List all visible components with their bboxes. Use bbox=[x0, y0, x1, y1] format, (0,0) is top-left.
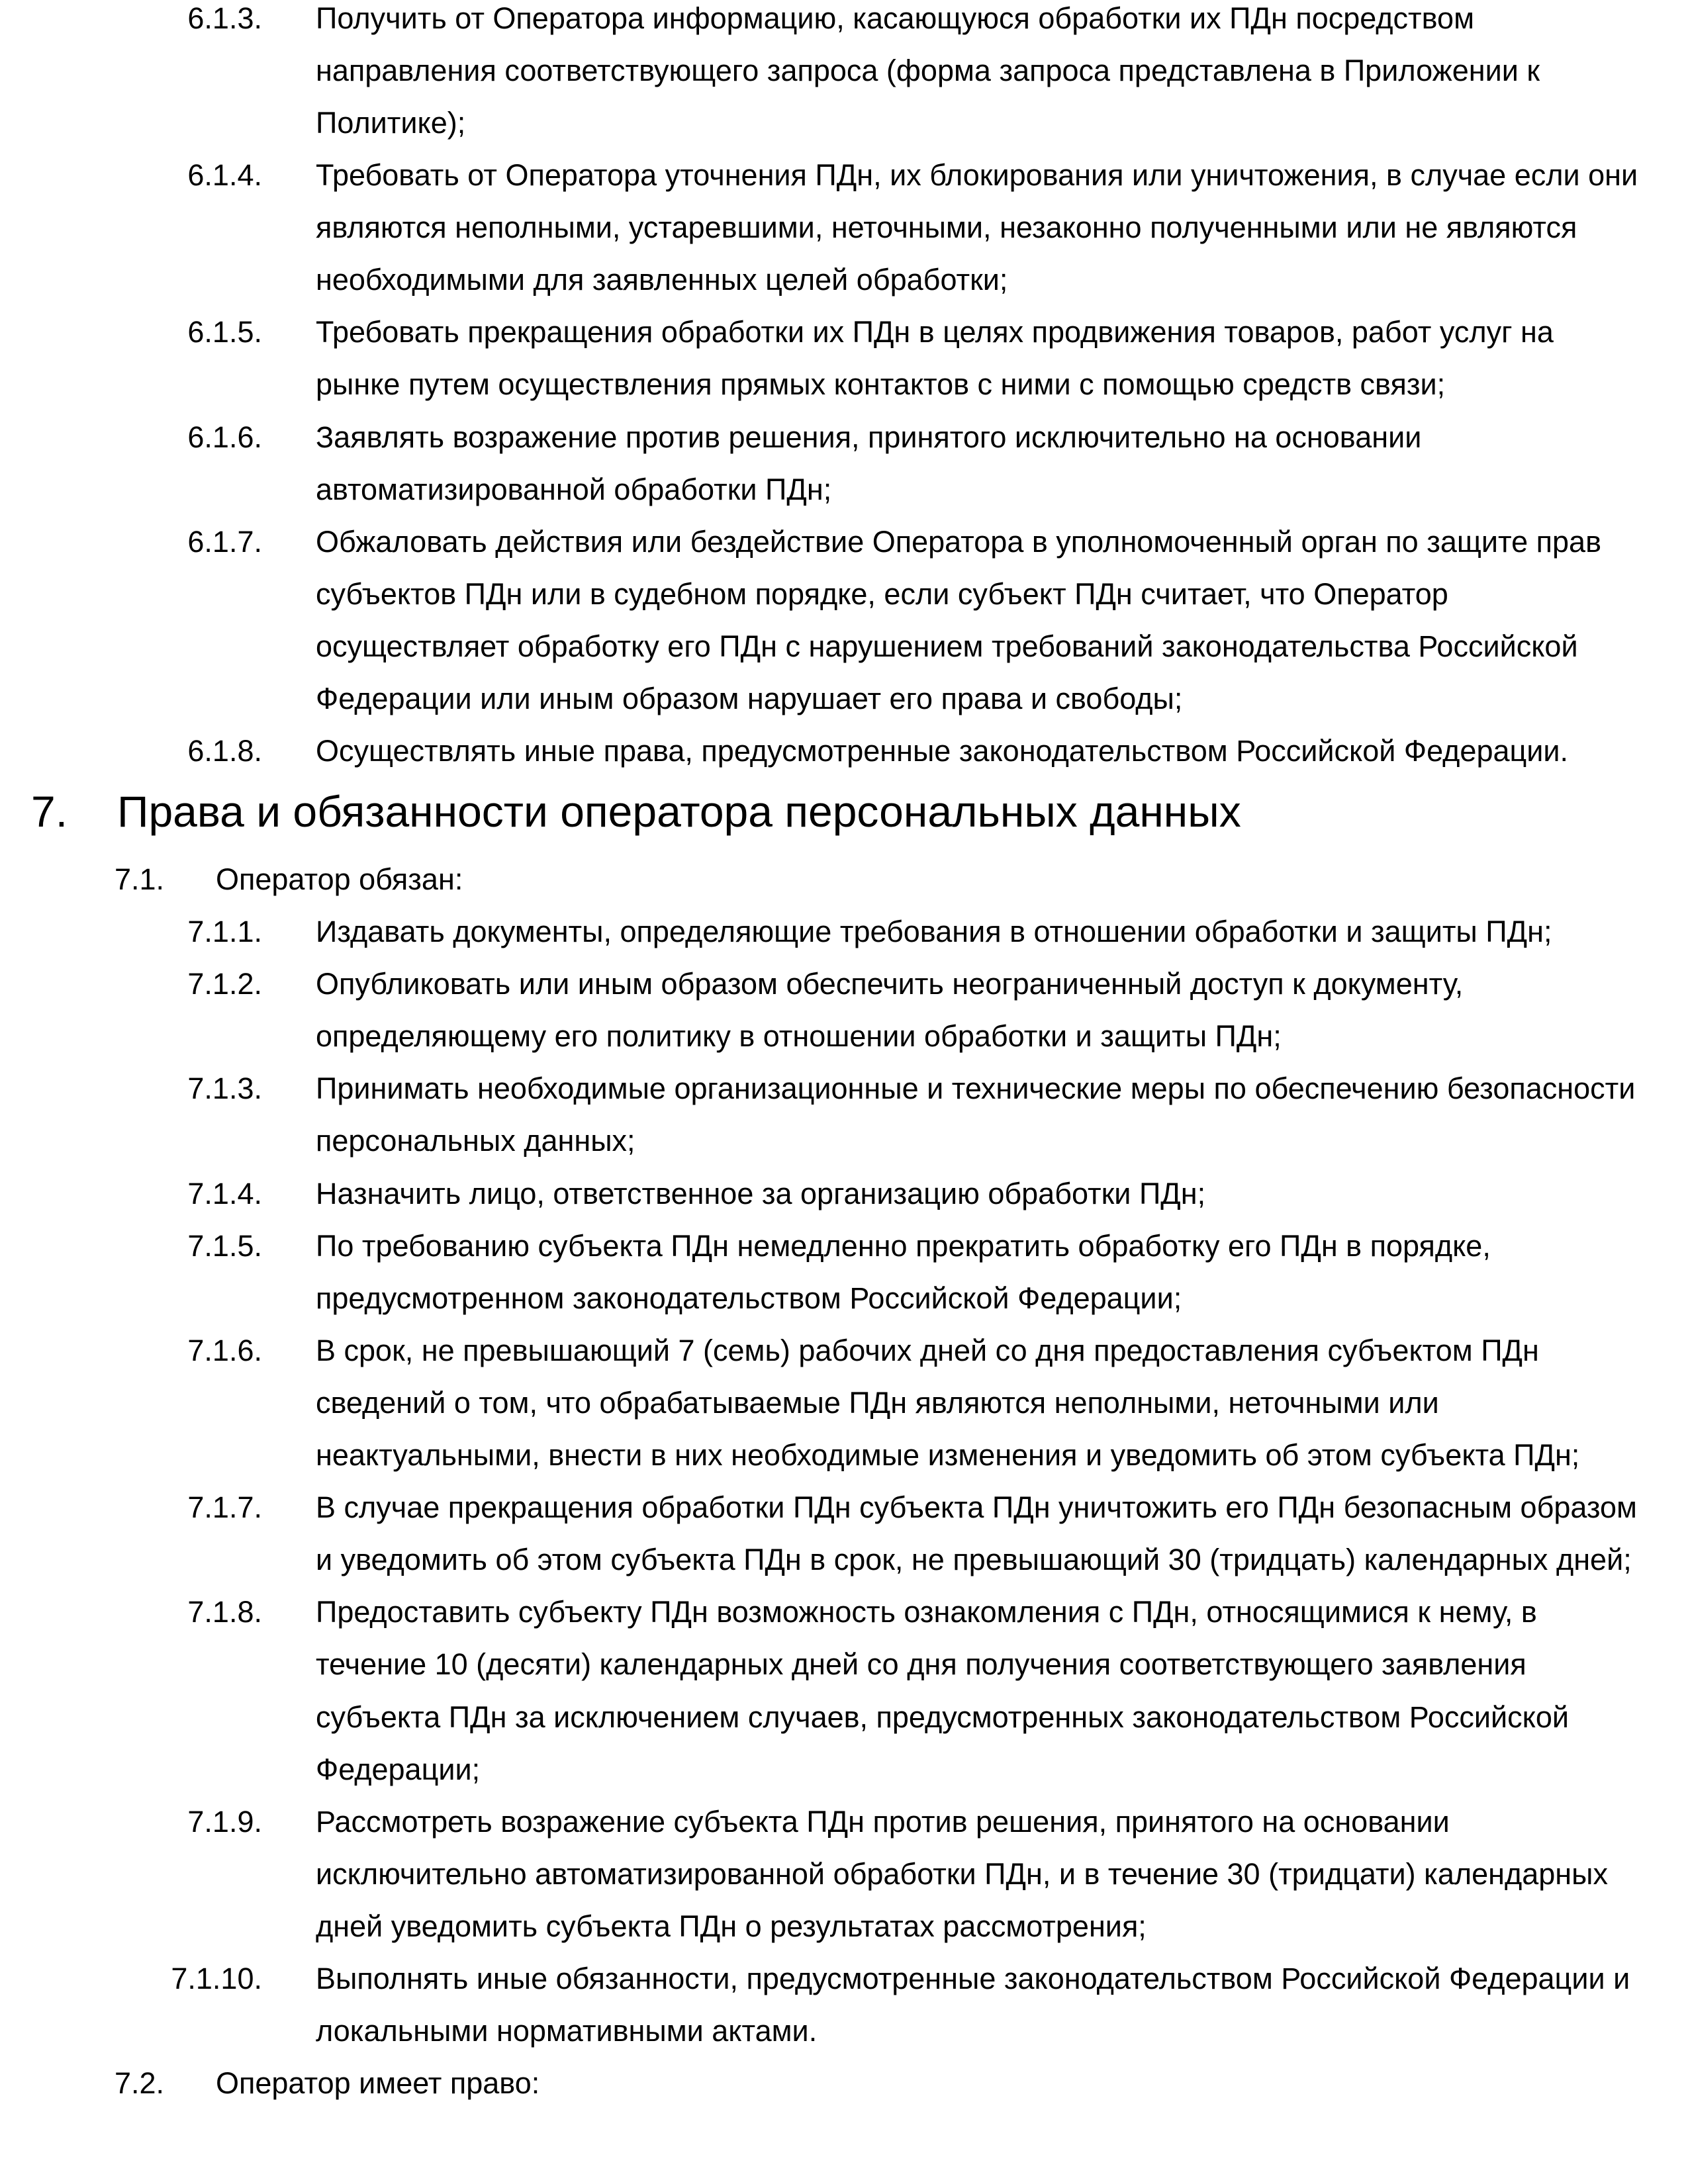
item-number: 6.1.5. bbox=[187, 315, 262, 349]
item-number: 7.1.2. bbox=[187, 967, 262, 1001]
item-text-line: Предоставить субъекту ПДн возможность ознакомления с ПДн, относящимися к нему, в bbox=[316, 1595, 1537, 1629]
section-title: Права и обязанности оператора персональных данных bbox=[117, 787, 1241, 836]
item-text-line: осуществляет обработку его ПДн с нарушением требований законодательства Российской bbox=[316, 629, 1578, 663]
item-text-line: субъекта ПДн за исключением случаев, предусмотренных законодательством Российской bbox=[316, 1700, 1569, 1734]
item-text-line: определяющему его политику в отношении обработки и защиты ПДн; bbox=[316, 1019, 1282, 1054]
subsection-number: 7.1. bbox=[115, 862, 165, 896]
item-text-line: Получить от Оператора информацию, касающуюся обработки их ПДн посредством bbox=[316, 1, 1475, 35]
item-text-line: необходимыми для заявленных целей обработки; bbox=[316, 263, 1008, 297]
item-text-line: направления соответствующего запроса (форма запроса представлена в Приложении к bbox=[316, 54, 1540, 88]
item-number: 7.1.4. bbox=[187, 1176, 262, 1210]
item-number: 7.1.9. bbox=[187, 1804, 262, 1839]
item-text-line: Заявлять возражение против решения, принятого исключительно на основании bbox=[316, 420, 1422, 454]
item-text-line: течение 10 (десяти) календарных дней со дня получения соответствующего заявления bbox=[316, 1647, 1526, 1682]
item-text-line: Рассмотреть возражение субъекта ПДн против решения, принятого на основании bbox=[316, 1804, 1450, 1839]
item-number: 7.1.1. bbox=[187, 915, 262, 948]
item-number: 7.1.7. bbox=[187, 1490, 262, 1525]
item-number: 7.1.10. bbox=[171, 1962, 262, 1995]
item-number: 6.1.3. bbox=[187, 1, 262, 35]
subsection-text: Оператор имеет право: bbox=[216, 2066, 540, 2101]
item-text-line: исключительно автоматизированной обработки ПДн, и в течение 30 (тридцати) календарных bbox=[316, 1856, 1608, 1891]
item-text-line: автоматизированной обработки ПДн; bbox=[316, 472, 832, 506]
item-text-line: Выполнять иные обязанности, предусмотренные законодательством Российской Федерации и bbox=[316, 1962, 1630, 1995]
item-text-line: Назначить лицо, ответственное за организацию обработки ПДн; bbox=[316, 1176, 1206, 1210]
item-number: 7.1.3. bbox=[187, 1071, 262, 1106]
item-number: 6.1.8. bbox=[187, 733, 262, 768]
subsection-text: Оператор обязан: bbox=[216, 862, 463, 896]
item-text-line: Принимать необходимые организационные и технические меры по обеспечению безопасности bbox=[316, 1071, 1636, 1106]
item-number: 7.1.8. bbox=[187, 1595, 262, 1629]
item-text-line: Требовать от Оператора уточнения ПДн, их блокирования или уничтожения, в случае если они bbox=[316, 158, 1638, 193]
item-text-line: Обжаловать действия или бездействие Оператора в уполномоченный орган по защите прав bbox=[316, 524, 1601, 559]
item-text-line: рынке путем осуществления прямых контактов с ними с помощью средств связи; bbox=[316, 367, 1446, 402]
item-text-line: субъектов ПДн или в судебном порядке, если субъект ПДн считает, что Оператор bbox=[316, 576, 1448, 611]
item-text-line: Федерации или иным образом нарушает его права и свободы; bbox=[316, 681, 1183, 715]
item-text-line: В срок, не превышающий 7 (семь) рабочих дней со дня предоставления субъектом ПДн bbox=[316, 1333, 1539, 1367]
item-text-line: Федерации; bbox=[316, 1752, 481, 1786]
item-text-line: неактуальными, внести в них необходимые изменения и уведомить об этом субъекта ПДн; bbox=[316, 1438, 1580, 1472]
item-text-line: Опубликовать или иным образом обеспечить неограниченный доступ к документу, bbox=[316, 967, 1464, 1001]
item-text-line: и уведомить об этом субъекта ПДн в срок, не превышающий 30 (тридцать) календарных дней; bbox=[316, 1543, 1632, 1577]
item-text-line: локальными нормативными актами. bbox=[316, 2014, 818, 2048]
item-text-line: По требованию субъекта ПДн немедленно прекратить обработку его ПДн в порядке, bbox=[316, 1228, 1491, 1263]
item-number: 7.1.6. bbox=[187, 1333, 262, 1367]
subsection-number: 7.2. bbox=[115, 2066, 165, 2101]
item-number: 6.1.4. bbox=[187, 158, 262, 193]
item-text-line: Требовать прекращения обработки их ПДн в целях продвижения товаров, работ услуг на bbox=[316, 315, 1554, 349]
item-number: 7.1.5. bbox=[187, 1228, 262, 1263]
item-text-line: сведений о том, что обрабатываемые ПДн являются неполными, неточными или bbox=[316, 1385, 1439, 1420]
item-text-line: являются неполными, устаревшими, неточными, незаконно полученными или не являются bbox=[316, 210, 1577, 245]
item-text-line: предусмотренном законодательством Российской Федерации; bbox=[316, 1281, 1182, 1315]
item-text-line: В случае прекращения обработки ПДн субъекта ПДн уничтожить его ПДн безопасным образом bbox=[316, 1490, 1637, 1525]
item-number: 6.1.7. bbox=[187, 524, 262, 559]
item-number: 6.1.6. bbox=[187, 420, 262, 454]
item-text-line: Осуществлять иные права, предусмотренные законодательством Российской Федерации. bbox=[316, 733, 1569, 768]
item-text-line: дней уведомить субъекта ПДн о результатах рассмотрения; bbox=[316, 1909, 1147, 1943]
section-number: 7. bbox=[31, 787, 68, 836]
item-text-line: персональных данных; bbox=[316, 1124, 635, 1158]
item-text-line: Политике); bbox=[316, 106, 466, 140]
item-text-line: Издавать документы, определяющие требования в отношении обработки и защиты ПДн; bbox=[316, 915, 1552, 948]
